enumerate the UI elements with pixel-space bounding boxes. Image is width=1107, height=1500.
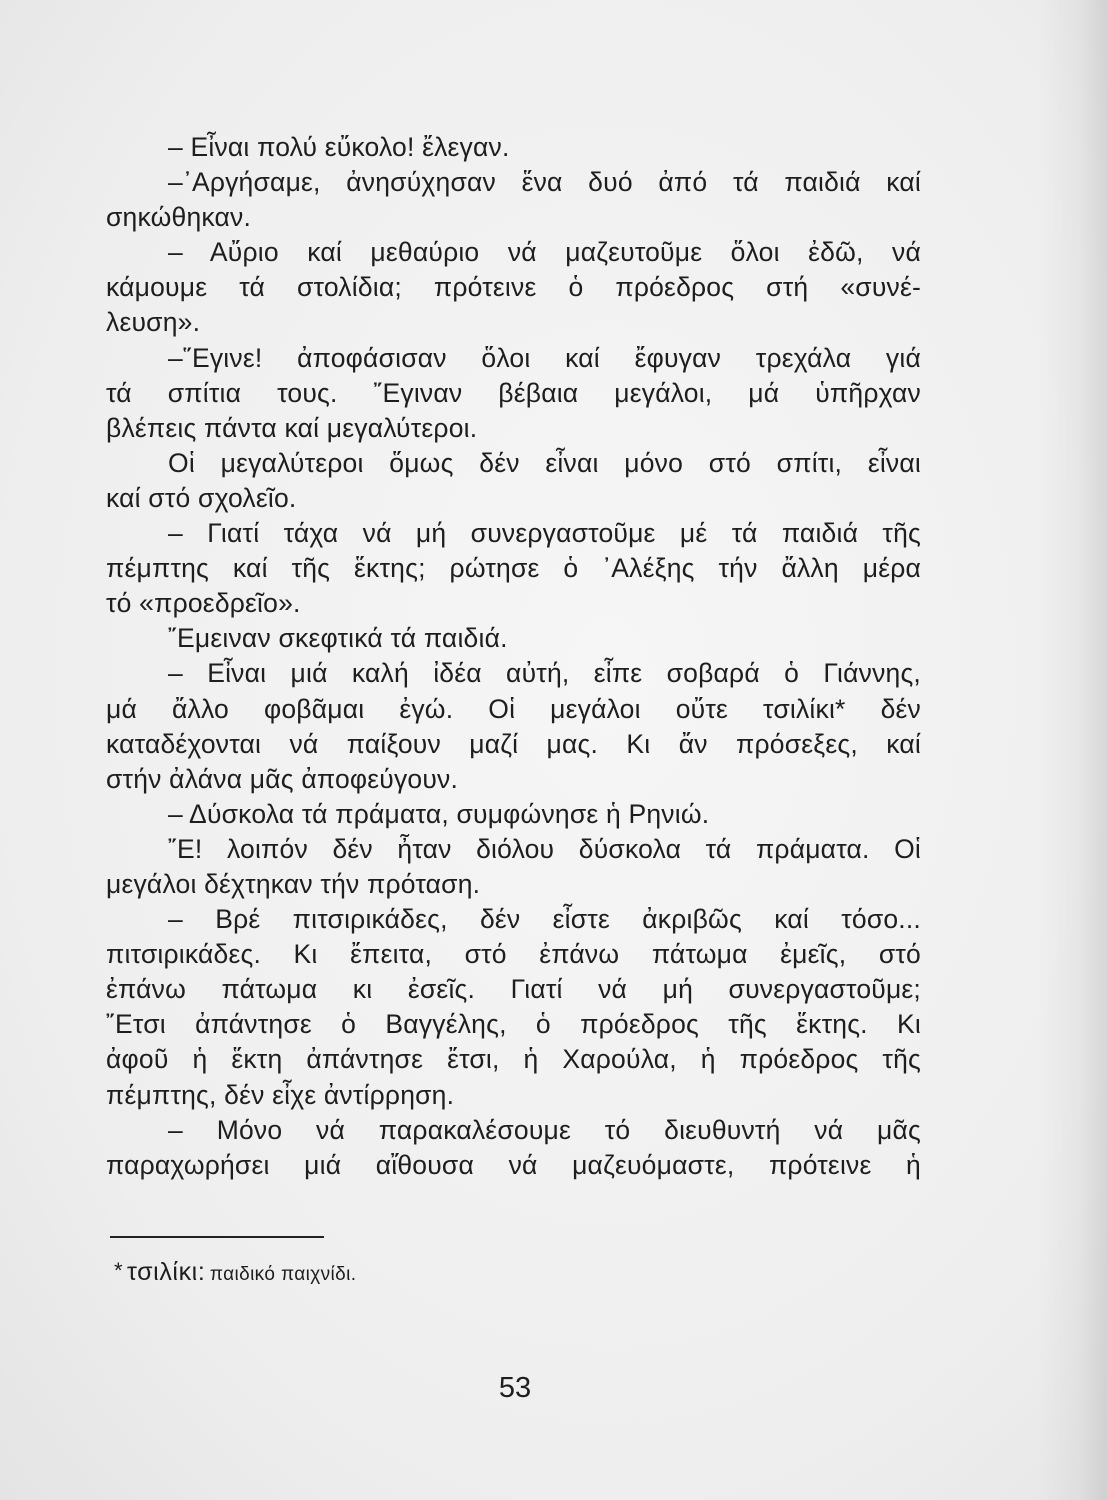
text-line: ἐπάνω πάτωμα κι ἐσεῖς. Γιατί νά μή συνεργαστοῦμε; [106,974,921,1005]
text-line: τά σπίτια τους. ῎Εγιναν βέβαια μεγάλοι, μά ὑπῆρχαν [106,377,921,408]
text-line: ῎Ετσι ἀπάντησε ὁ Βαγγέλης, ὁ πρόεδρος τῆς ἕκτης. Κι [106,1009,921,1040]
text-line: – Μόνο νά παρακαλέσουμε τό διευθυντή νά μᾶς [168,1114,921,1145]
text-line: σηκώθηκαν. [106,202,252,233]
footnote-term: τσιλίκι: [127,1258,206,1286]
text-line: τό «προεδρεῖο». [106,588,301,619]
text-line: ῎Ε! λοιπόν δέν ἦταν διόλου δύσκολα τά πράματα. Οἱ [168,833,921,864]
text-line: πιτσιρικάδες. Κι ἔπειτα, στό ἐπάνω πάτωμα ἐμεῖς, στό [106,939,921,970]
text-line: Οἱ μεγαλύτεροι ὅμως δέν εἶναι μόνο στό σπίτι, εἶναι [168,447,921,478]
text-line: βλέπεις πάντα καί μεγαλύτεροι. [106,412,478,443]
text-line: – Εἶναι πολύ εὔκολο! ἔλεγαν. [168,132,510,162]
text-line: μά ἄλλο φοβᾶμαι ἐγώ. Οἱ μεγάλοι οὔτε τσιλίκι* δέν [106,693,921,724]
text-line: παραχωρήσει μιά αἴθουσα νά μαζευόμαστε, πρότεινε ἡ [106,1149,921,1180]
footnote-rule [110,1236,324,1238]
text-line: πέμπτης καί τῆς ἕκτης; ρώτησε ὁ ᾿Αλέξης τήν ἄλλη μέρα [106,553,921,584]
text-line: – Δύσκολα τά πράματα, συμφώνησε ἡ Ρηνιώ. [168,798,710,829]
text-line: καταδέχονται νά παίξουν μαζί μας. Κι ἄν πρόσεξες, καί [106,728,921,759]
text-line: κάμουμε τά στολίδια; πρότεινε ὁ πρόεδρος στή «συνέ- [106,272,921,303]
text-line: μεγάλοι δέχτηκαν τήν πρόταση. [106,868,481,899]
text-line: – Αὔριο καί μεθαύριο νά μαζευτοῦμε ὅλοι ἐδῶ, νά [168,237,921,268]
footnote-mark: * [114,1258,123,1283]
page-edge-shadow [1037,0,1107,1500]
footnote-definition: παιδικό παιχνίδι. [209,1264,357,1285]
text-line: – Βρέ πιτσιρικάδες, δέν εἶστε ἀκριβῶς καί τόσο... [168,904,921,935]
text-line: καί στό σχολεῖο. [106,482,297,513]
page-number: 53 [498,1372,532,1404]
text-line: –῞Εγινε! ἀποφάσισαν ὅλοι καί ἔφυγαν τρεχάλα γιά [168,342,921,373]
text-line: λευση». [106,307,201,338]
text-line: ῎Εμειναν σκεφτικά τά παιδιά. [168,623,508,654]
text-line: ἀφοῦ ἡ ἕκτη ἀπάντησε ἔτσι, ἡ Χαρούλα, ἡ πρόεδρος τῆς [106,1044,921,1075]
text-line: στήν ἀλάνα μᾶς ἀποφεύγουν. [106,763,459,794]
text-line: – Εἶναι μιά καλή ἰδέα αὐτή, εἶπε σοβαρά ὁ Γιάννης, [168,658,921,689]
footnote [114,1258,356,1287]
text-line: πέμπτης, δέν εἶχε ἀντίρρηση. [106,1079,455,1110]
text-line: – Γιατί τάχα νά μή συνεργαστοῦμε μέ τά παιδιά τῆς [168,518,921,549]
text-line: –᾿Αργήσαμε, ἀνησύχησαν ἕνα δυό ἀπό τά παιδιά καί [168,167,921,198]
body-text [106,130,921,1183]
